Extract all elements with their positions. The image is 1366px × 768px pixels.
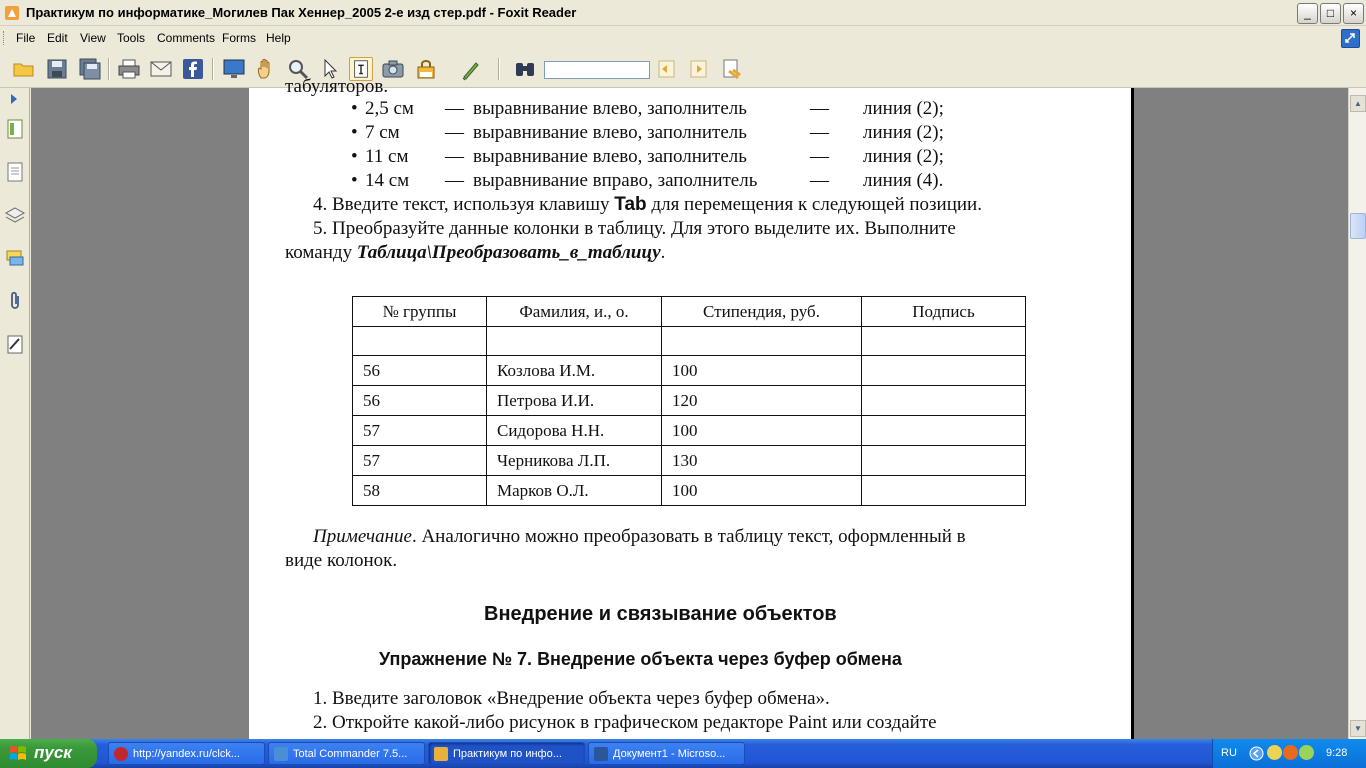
document-viewer[interactable] bbox=[31, 76, 1348, 739]
step-4-text-end: для перемещения к следующей позиции. bbox=[651, 194, 982, 215]
data-table bbox=[352, 296, 1026, 506]
task-label: Практикум по инфо... bbox=[453, 748, 562, 760]
table-row bbox=[353, 386, 1026, 416]
signatures-icon[interactable] bbox=[5, 333, 25, 355]
leader: линия (2); bbox=[863, 98, 944, 119]
leader: линия (2); bbox=[863, 146, 944, 167]
print-icon[interactable] bbox=[117, 57, 141, 81]
table-cell: Петрова И.И. bbox=[487, 386, 662, 416]
taskbar-item-total-commander[interactable] bbox=[268, 742, 425, 765]
rms-icon[interactable] bbox=[414, 57, 438, 81]
scroll-up-button[interactable]: ▲ bbox=[1350, 95, 1366, 112]
table-row bbox=[353, 327, 1026, 356]
note-label: Примечание bbox=[313, 526, 412, 547]
step-4-text: 4. Введите текст, используя клавишу bbox=[313, 194, 610, 215]
taskbar-item-browser[interactable] bbox=[108, 742, 265, 765]
table-cell: Сидорова Н.Н. bbox=[487, 416, 662, 446]
scroll-thumb[interactable] bbox=[1350, 213, 1366, 239]
layers-icon[interactable] bbox=[5, 204, 25, 226]
start-button[interactable] bbox=[0, 739, 97, 768]
taskbar-item-foxit[interactable] bbox=[428, 742, 585, 765]
toolbar-separator bbox=[212, 58, 214, 80]
header-cell-stipend: Стипендия, руб. bbox=[662, 297, 862, 327]
table-cell: 120 bbox=[662, 386, 862, 416]
tab-position: 11 см bbox=[365, 146, 409, 167]
bookmarks-icon[interactable] bbox=[5, 118, 25, 140]
header-cell-name: Фамилия, и., о. bbox=[487, 297, 662, 327]
menu-file[interactable]: File bbox=[16, 31, 36, 45]
pages-icon[interactable] bbox=[5, 161, 25, 183]
table-row bbox=[353, 356, 1026, 386]
paragraph-step-5-cont bbox=[285, 242, 665, 264]
table-cell: 56 bbox=[353, 356, 487, 386]
toolbar bbox=[0, 50, 1366, 88]
taskbar-item-word[interactable] bbox=[588, 742, 745, 765]
title-bar bbox=[0, 0, 1366, 26]
table-cell bbox=[662, 327, 862, 356]
task-label: Total Commander 7.5... bbox=[293, 748, 408, 760]
step-5-text: команду bbox=[285, 242, 353, 263]
table-cell: 58 bbox=[353, 476, 487, 506]
section-heading: Внедрение и связывание объектов bbox=[484, 603, 837, 625]
restore-document-icon[interactable] bbox=[1341, 29, 1360, 48]
foxit-app-icon bbox=[4, 5, 20, 21]
save-icon[interactable] bbox=[45, 57, 69, 81]
sign-icon[interactable] bbox=[460, 57, 484, 81]
tab-position: 14 см bbox=[365, 170, 410, 191]
email-icon[interactable] bbox=[149, 57, 173, 81]
table-cell bbox=[862, 386, 1026, 416]
prev-result-icon[interactable] bbox=[655, 57, 679, 81]
table-row bbox=[353, 476, 1026, 506]
hand-tool-icon[interactable] bbox=[254, 57, 278, 81]
note-text: . Аналогично можно преобразовать в таблицу текст, оформленный в bbox=[411, 526, 966, 547]
foxit-icon bbox=[434, 747, 448, 761]
table-cell: 57 bbox=[353, 416, 487, 446]
vertical-scrollbar[interactable] bbox=[1348, 88, 1366, 739]
navigation-panel bbox=[0, 88, 30, 739]
step-5-period: . bbox=[660, 242, 666, 263]
language-indicator[interactable]: RU bbox=[1221, 747, 1237, 759]
next-result-icon[interactable] bbox=[687, 57, 711, 81]
alignment: выравнивание влево, заполнитель bbox=[473, 122, 747, 143]
table-cell: Черникова Л.П. bbox=[487, 446, 662, 476]
table-cell: Козлова И.М. bbox=[487, 356, 662, 386]
table-cell: 57 bbox=[353, 446, 487, 476]
table-cell bbox=[862, 327, 1026, 356]
dash: — bbox=[445, 98, 464, 119]
bullet-marker: • bbox=[351, 98, 358, 119]
table-cell bbox=[487, 327, 662, 356]
clock: 9:28 bbox=[1326, 747, 1348, 759]
menu-help[interactable]: Help bbox=[266, 31, 291, 45]
expand-panel-icon[interactable] bbox=[9, 93, 19, 105]
tab-key-name: Tab bbox=[614, 194, 647, 215]
table-cell bbox=[353, 327, 487, 356]
dash: — bbox=[445, 146, 464, 167]
menu-view[interactable]: View bbox=[80, 31, 106, 45]
table-row bbox=[353, 416, 1026, 446]
dash: — bbox=[810, 170, 829, 191]
leader: линия (4). bbox=[863, 170, 944, 191]
table-cell bbox=[862, 446, 1026, 476]
exercise-step-2: 2. Откройте какой-либо рисунок в графическом редакторе Paint или создайте bbox=[313, 712, 937, 733]
table-header-row bbox=[353, 297, 1026, 327]
dash: — bbox=[810, 122, 829, 143]
paragraph-step-5: 5. Преобразуйте данные колонки в таблицу. Для этого выделите их. Выполните bbox=[313, 218, 956, 239]
task-label: Документ1 - Microso... bbox=[613, 748, 726, 760]
comments-icon[interactable] bbox=[5, 247, 25, 269]
tab-position: 2,5 см bbox=[365, 98, 414, 119]
table-cell: 130 bbox=[662, 446, 862, 476]
word-icon bbox=[594, 747, 608, 761]
menu-tools[interactable]: Tools bbox=[117, 31, 146, 45]
task-label: http://yandex.ru/clck... bbox=[133, 748, 240, 760]
table-cell: 100 bbox=[662, 476, 862, 506]
close-button[interactable]: × bbox=[1343, 3, 1364, 24]
facebook-icon[interactable] bbox=[181, 57, 205, 81]
table-cell: 100 bbox=[662, 416, 862, 446]
toolbar-separator bbox=[108, 58, 110, 80]
table-row bbox=[353, 446, 1026, 476]
tray-app-icon[interactable] bbox=[1283, 745, 1298, 760]
table-cell bbox=[862, 416, 1026, 446]
note-paragraph bbox=[313, 526, 966, 548]
tray-app-icon[interactable] bbox=[1267, 745, 1282, 760]
exercise-heading: Упражнение № 7. Внедрение объекта через буфер обмена bbox=[379, 649, 902, 669]
highlight-icon[interactable] bbox=[720, 57, 744, 81]
binoculars-icon[interactable] bbox=[513, 57, 537, 81]
leader: линия (2); bbox=[863, 122, 944, 143]
menu-bar bbox=[0, 26, 1366, 50]
attachments-icon[interactable] bbox=[5, 290, 25, 312]
tray-app-icon[interactable] bbox=[1299, 745, 1314, 760]
start-label: пуск bbox=[34, 743, 72, 762]
opera-icon bbox=[114, 747, 128, 761]
scroll-down-button[interactable]: ▼ bbox=[1350, 720, 1366, 737]
header-cell-signature: Подпись bbox=[862, 297, 1026, 327]
dash: — bbox=[445, 170, 464, 191]
table-cell: 56 bbox=[353, 386, 487, 416]
bullet-marker: • bbox=[351, 146, 358, 167]
header-cell-group: № группы bbox=[353, 297, 487, 327]
note-paragraph-cont: виде колонок. bbox=[285, 550, 398, 571]
screen-icon[interactable] bbox=[222, 57, 246, 81]
dash: — bbox=[810, 98, 829, 119]
table-cell: Марков О.Л. bbox=[487, 476, 662, 506]
table-cell: 100 bbox=[662, 356, 862, 386]
alignment: выравнивание влево, заполнитель bbox=[473, 98, 747, 119]
minimize-button[interactable]: _ bbox=[1297, 3, 1318, 24]
toolbar-separator bbox=[498, 58, 500, 80]
search-input[interactable] bbox=[544, 61, 650, 79]
alignment: выравнивание вправо, заполнитель bbox=[473, 170, 758, 191]
save-as-icon[interactable] bbox=[78, 57, 102, 81]
table-cell bbox=[862, 356, 1026, 386]
dash: — bbox=[810, 146, 829, 167]
system-tray bbox=[1212, 739, 1366, 768]
dash: — bbox=[445, 122, 464, 143]
table-cell bbox=[862, 476, 1026, 506]
exercise-step-1: 1. Введите заголовок «Внедрение объекта через буфер обмена». bbox=[313, 688, 830, 709]
paragraph-step-4 bbox=[313, 194, 982, 216]
open-icon[interactable] bbox=[12, 57, 36, 81]
maximize-button[interactable]: □ bbox=[1320, 3, 1341, 24]
tray-expand-icon[interactable] bbox=[1249, 746, 1264, 761]
menu-grip bbox=[3, 31, 6, 45]
menu-command: Таблица\Преобразовать_в_таблицу bbox=[356, 242, 661, 263]
menu-edit[interactable]: Edit bbox=[47, 31, 68, 45]
windows-logo-icon bbox=[9, 745, 27, 762]
menu-forms[interactable]: Forms bbox=[222, 31, 256, 45]
alignment: выравнивание влево, заполнитель bbox=[473, 146, 747, 167]
window-title: Практикум по информатике_Могилев Пак Хеннер_2005 2-е изд стер.pdf - Foxit Reader bbox=[26, 5, 577, 20]
total-commander-icon bbox=[274, 747, 288, 761]
taskbar bbox=[0, 739, 1366, 768]
cut-off-text: табуляторов. bbox=[285, 76, 389, 97]
bullet-marker: • bbox=[351, 122, 358, 143]
pdf-page bbox=[249, 76, 1134, 739]
tab-position: 7 см bbox=[365, 122, 400, 143]
menu-comments[interactable]: Comments bbox=[157, 31, 216, 45]
bullet-marker: • bbox=[351, 170, 358, 191]
